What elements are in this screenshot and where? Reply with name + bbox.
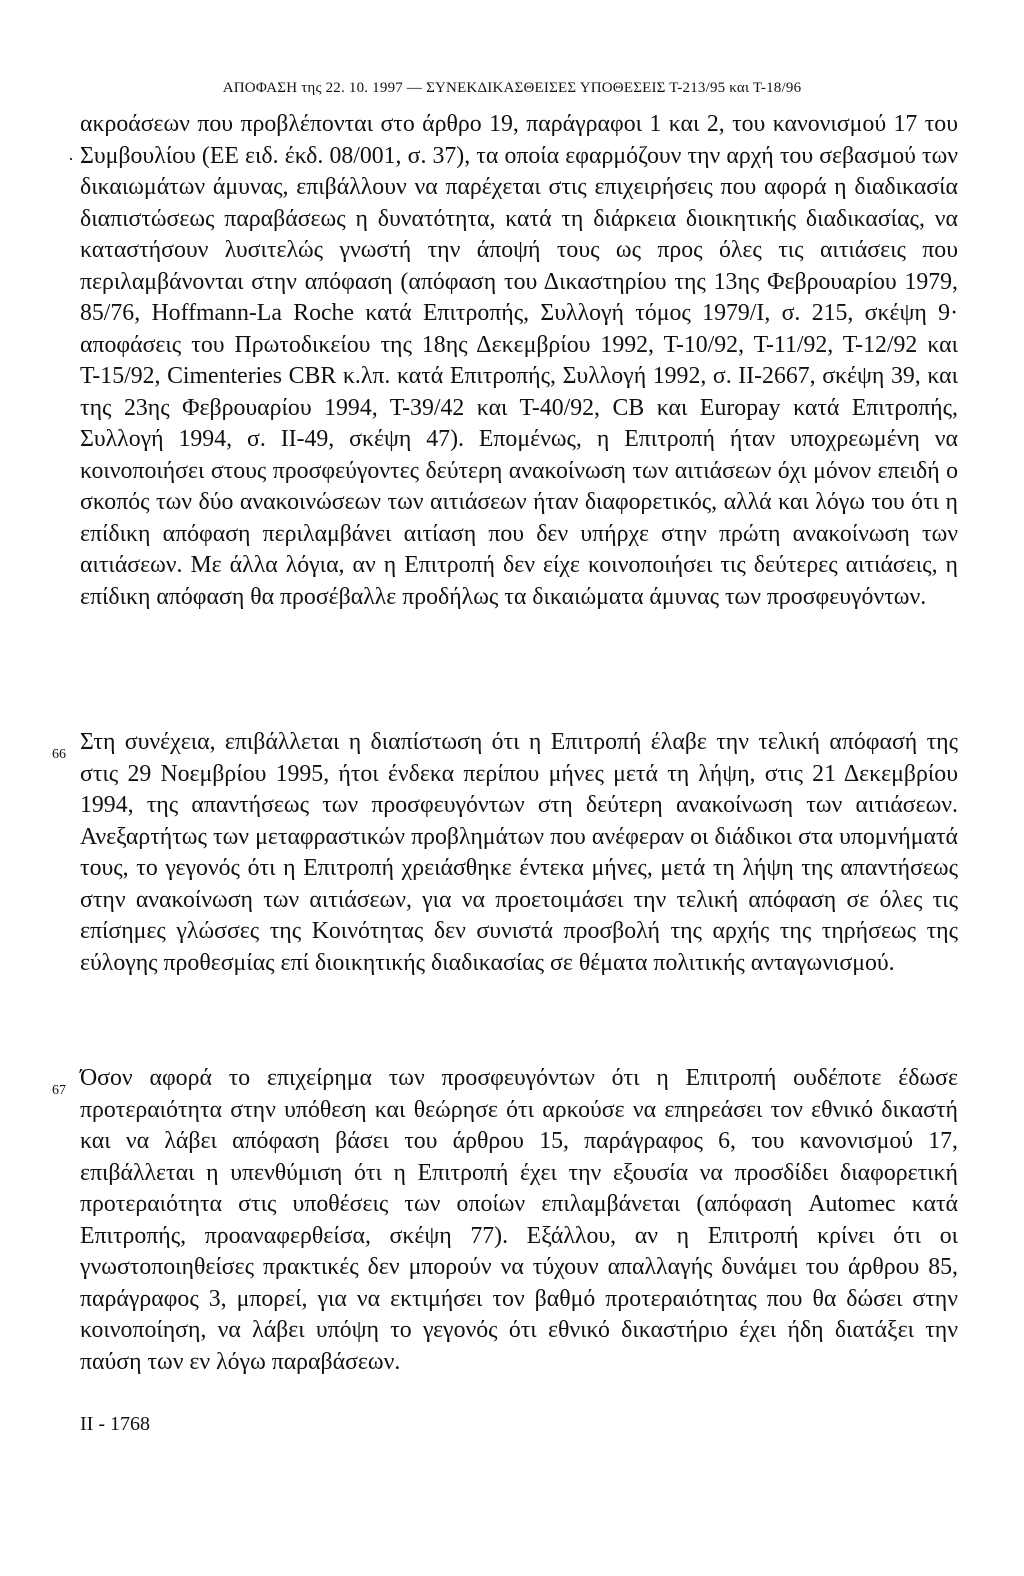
- paragraph-67: Όσον αφορά το επιχείρημα των προσφευγόντων ότι η Επιτροπή ουδέποτε έδωσε προτεραιότητα στην υπόθεση και θεώρησε ότι αρκούσε να επηρεάσει τον εθνικό δικαστή και να λάβει απόφαση βάσει του άρθρου 15, παράγραφος 6, του κανονισμού 17, επιβάλλεται η υπενθύμιση ότι η Επιτροπή έχει την εξουσία να προσδίδει διαφορετική προτεραιότητα στις υποθέσεις των οποίων επιλαμβάνεται (απόφαση Automec κατά Επιτροπής, προαναφερθείσα, σκέψη 77). Εξάλλου, αν η Επιτροπή κρίνει ότι οι γνωστοποιηθείσες πρακτικές δεν μπορούν να τύχουν απαλλαγής δυνάμει του άρθρου 85, παράγραφος 3, μπορεί, για να εκτιμήσει τον βαθμό προτεραιότητας που θα δώσει στην κοινοποίηση, να λάβει υπόψη το γεγονός ότι εθνικό δικαστήριο έχει ήδη διατάξει την παύση των εν λόγω παραβάσεων.: [80, 1065, 958, 1375]
- paragraph-number-66: 66: [52, 747, 66, 762]
- continuation-paragraph: ακροάσεων που προβλέπονται στο άρθρο 19, παράγραφοι 1 και 2, του κανονισμού 17 του Συμβουλίου (ΕΕ ειδ. έκδ. 08/001, σ. 37), τα οποία εφαρμόζουν την αρχή του σεβασμού των δικαιωμάτων άμυνας, επιβάλλουν να παρέχεται στις επιχειρήσεις που αφορά η διαδικασία διαπιστώσεως παραβάσεως η δυνατότητα, κατά τη διάρκεια διοικητικής διαδικασίας, να καταστήσουν λυσιτελώς γνωστή την άποψή τους ως προς όλες τις αιτιάσεις που περιλαμβάνονται στην απόφαση (απόφαση του Δικαστηρίου της 13ης Φεβρουαρίου 1979, 85/76, Hoffmann-La Roche κατά Επιτροπής, Συλλογή τόμος 1979/I, σ. 215, σκέψη 9· αποφάσεις του Πρωτοδικείου της 18ης Δεκεμβρίου 1992, Τ-10/92, Τ-11/92, Τ-12/92 και Τ-15/92, Cimenteries CBR κ.λπ. κατά Επιτροπής, Συλλογή 1992, σ. II-2667, σκέψη 39, και της 23ης Φεβρουαρίου 1994, Τ-39/42 και Τ-40/92, CB και Europay κατά Επιτροπής, Συλλογή 1994, σ. II-49, σκέψη 47). Επομένως, η Επιτροπή ήταν υποχρεωμένη να κοινοποιήσει στους προσφεύγοντες δεύτερη ανακοίνωση των αιτιάσεων όχι μόνον επειδή ο σκοπός των δύο ανακοινώσεων των αιτιάσεων ήταν διαφορετικός, αλλά και λόγω του ότι η επίδικη απόφαση περιλαμβάνει αιτίαση που δεν υπήρχε στην πρώτη ανακοίνωση των αιτιάσεων. Με άλλα λόγια, αν η Επιτροπή δεν είχε κοινοποιήσει τις δεύτερες αιτιάσεις, η επίδικη απόφαση θα προσέβαλλε προδήλως τα δικαιώματα άμυνας των προσφευγόντων.: [80, 111, 958, 610]
- margin-dot-mark: ·: [68, 149, 74, 169]
- running-header: ΑΠΟΦΑΣΗ της 22. 10. 1997 — ΣΥΝΕΚΔΙΚΑΣΘΕΙΣΕΣ ΥΠΟΘΕΣΕΙΣ Τ-213/95 και Τ-18/96: [222, 80, 802, 96]
- page-number: II - 1768: [80, 1413, 150, 1435]
- paragraph-number-67: 67: [52, 1083, 66, 1098]
- paragraph-66: Στη συνέχεια, επιβάλλεται η διαπίστωση ότι η Επιτροπή έλαβε την τελική απόφασή της στις 29 Νοεμβρίου 1995, ήτοι ένδεκα περίπου μήνες μετά τη λήψη, στις 21 Δεκεμβρίου 1994, της απαντήσεως των προσφευγόντων στη δεύτερη ανακοίνωση των αιτιάσεων. Ανεξαρτήτως των μεταφραστικών προβλημάτων που ανέφεραν οι διάδικοι στα υπομνήματά τους, το γεγονός ότι η Επιτροπή χρειάσθηκε έντεκα μήνες, μετά τη λήψη της απαντήσεως στην ανακοίνωση των αιτιάσεων, για να προετοιμάσει την τελική απόφαση σε όλες τις επίσημες γλώσσες της Κοινότητας δεν συνιστά προσβολή της αρχής της τηρήσεως της εύλογης προθεσμίας επί διοικητικής διαδικασίας σε θέματα πολιτικής ανταγωνισμού.: [80, 729, 958, 976]
